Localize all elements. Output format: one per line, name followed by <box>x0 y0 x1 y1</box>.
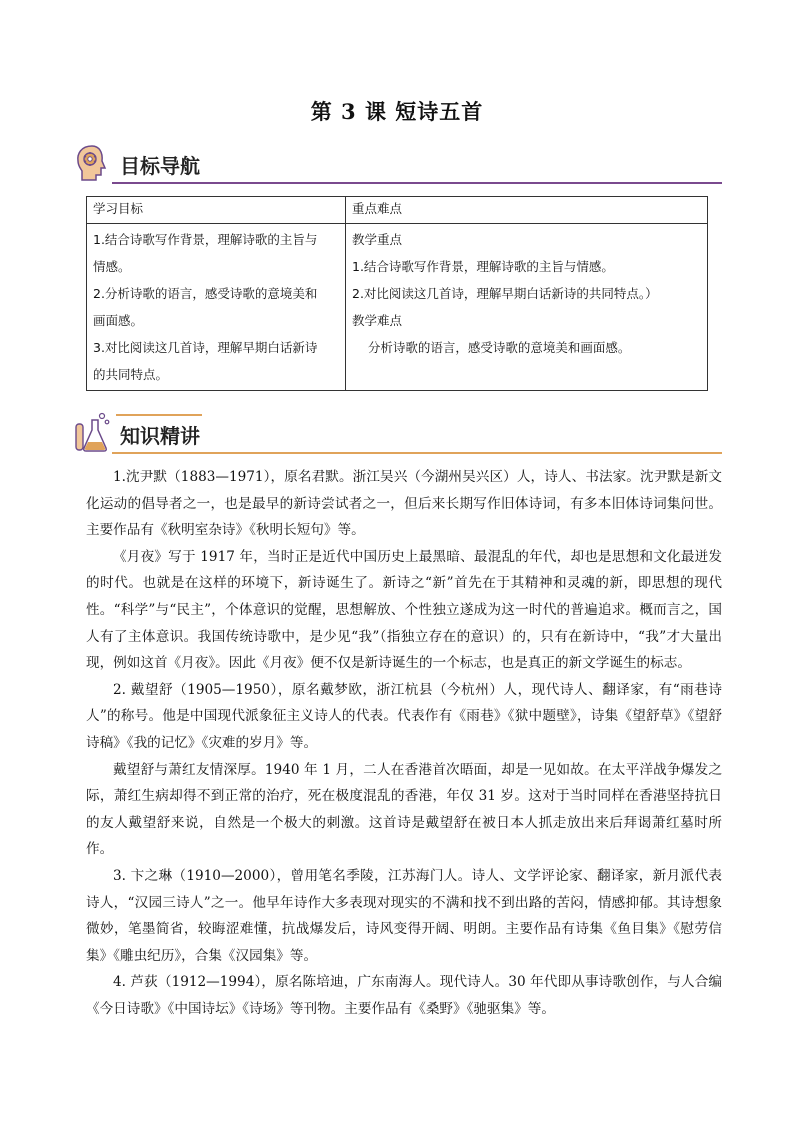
section-title: 目标导航 <box>120 154 200 178</box>
key-point-line: 2.对比阅读这几首诗，理解早期白话新诗的共同特点。） <box>352 286 658 301</box>
knowledge-body <box>86 464 722 1022</box>
key-point-line: 1.结合诗歌写作背景，理解诗歌的主旨与情感。 <box>352 259 614 274</box>
table-header-key-points: 重点难点 <box>346 197 708 224</box>
key-point-line: 教学难点 <box>352 313 403 328</box>
lab-flask-icon <box>72 410 112 454</box>
key-point-line: 分析诗歌的语言，感受诗歌的意境美和画面感。 <box>352 340 631 355</box>
paragraph: 1.沈尹默（1883—1971），原名君默。浙江吴兴（今湖州吴兴区）人，诗人、书法家。沈尹默是新文化运动的倡导者之一，也是最早的新诗尝试者之一，但后来长期写作旧体诗词，有多本旧体诗词集问世。主要作品有《秋明室杂诗》《秋明长短句》等。 <box>86 469 722 539</box>
page-title: 第 3 课 短诗五首 <box>310 99 484 124</box>
goal-line: 情感。 <box>93 259 131 274</box>
paragraph: 《月夜》写于 1917 年，当时正是近代中国历史上最黑暗、最混乱的年代，却也是思想和文化最迸发的时代。也就是在这样的环境下，新诗诞生了。新诗之“新”首先在于其精神和灵魂的新，即思想的现代性。“科学”与“民主”，个体意识的觉醒，思想解放、个性独立遂成为这一时代的普遍追求。概而言之，国人有了主体意识。我国传统诗歌中，是少见“我”（指独立存在的意识）的，只有在新诗中，“我”才大量出现，例如这首《月夜》。因此《月夜》便不仅是新诗诞生的一个标志，也是真正的新文学诞生的标志。 <box>86 548 722 672</box>
paragraph: 戴望舒与萧红友情深厚。1940 年 1 月，二人在香港首次晤面，却是一见如故。在太平洋战争爆发之际，萧红生病却得不到正常的治疗，死在极度混乱的香港，年仅 31 岁。这对于当时同样在香港坚持抗日的友人戴望舒来说，自然是一个极大的刺激。这首诗是戴望舒在被日本人抓走放出来后拜谒萧红墓时所作。 <box>86 761 722 858</box>
section-divider <box>112 452 722 454</box>
paragraph: 2. 戴望舒（1905—1950），原名戴梦欧，浙江杭县（今杭州）人，现代诗人、翻译家，有“雨巷诗人”的称号。他是中国现代派象征主义诗人的代表。代表作有《雨巷》《狱中题壁》，诗集《望舒草》《望舒诗稿》《我的记忆》《灾难的岁月》等。 <box>86 681 722 751</box>
section-header-goals <box>72 140 722 192</box>
goal-line: 的共同特点。 <box>93 367 169 382</box>
key-points-cell <box>346 224 708 391</box>
paragraph: 3. 卞之琳（1910—2000），曾用笔名季陵，江苏海门人。诗人、文学评论家、翻译家，新月派代表诗人，“汉园三诗人”之一。他早年诗作大多表现对现实的不满和找不到出路的苦闷，情感抑郁。其诗想象微妙，笔墨简省，较晦涩难懂，抗战爆发后，诗风变得开阔、明朗。主要作品有诗集《鱼目集》《慰劳信集》《雕虫纪历》，合集《汉园集》等。 <box>86 867 722 964</box>
section-header-knowledge <box>72 410 722 462</box>
learning-goals-cell <box>87 224 346 391</box>
section-divider <box>112 182 722 184</box>
goal-line: 2.分析诗歌的语言，感受诗歌的意境美和 <box>93 286 318 301</box>
table-header-learning-goals: 学习目标 <box>87 197 346 224</box>
section-accent-bar <box>116 414 202 416</box>
goal-line: 画面感。 <box>93 313 144 328</box>
brain-gear-icon <box>72 140 112 184</box>
paragraph: 4. 芦荻（1912—1994），原名陈培迪，广东南海人。现代诗人。30 年代即从事诗歌创作，与人合编《今日诗歌》《中国诗坛》《诗场》等刊物。主要作品有《桑野》《驰驱集》等。 <box>86 974 722 1017</box>
goal-line: 1.结合诗歌写作背景，理解诗歌的主旨与 <box>93 232 318 247</box>
goal-line: 3.对比阅读这几首诗，理解早期白话新诗 <box>93 340 318 355</box>
goals-table <box>86 196 708 391</box>
section-title: 知识精讲 <box>120 424 200 448</box>
key-point-line: 教学重点 <box>352 232 403 247</box>
